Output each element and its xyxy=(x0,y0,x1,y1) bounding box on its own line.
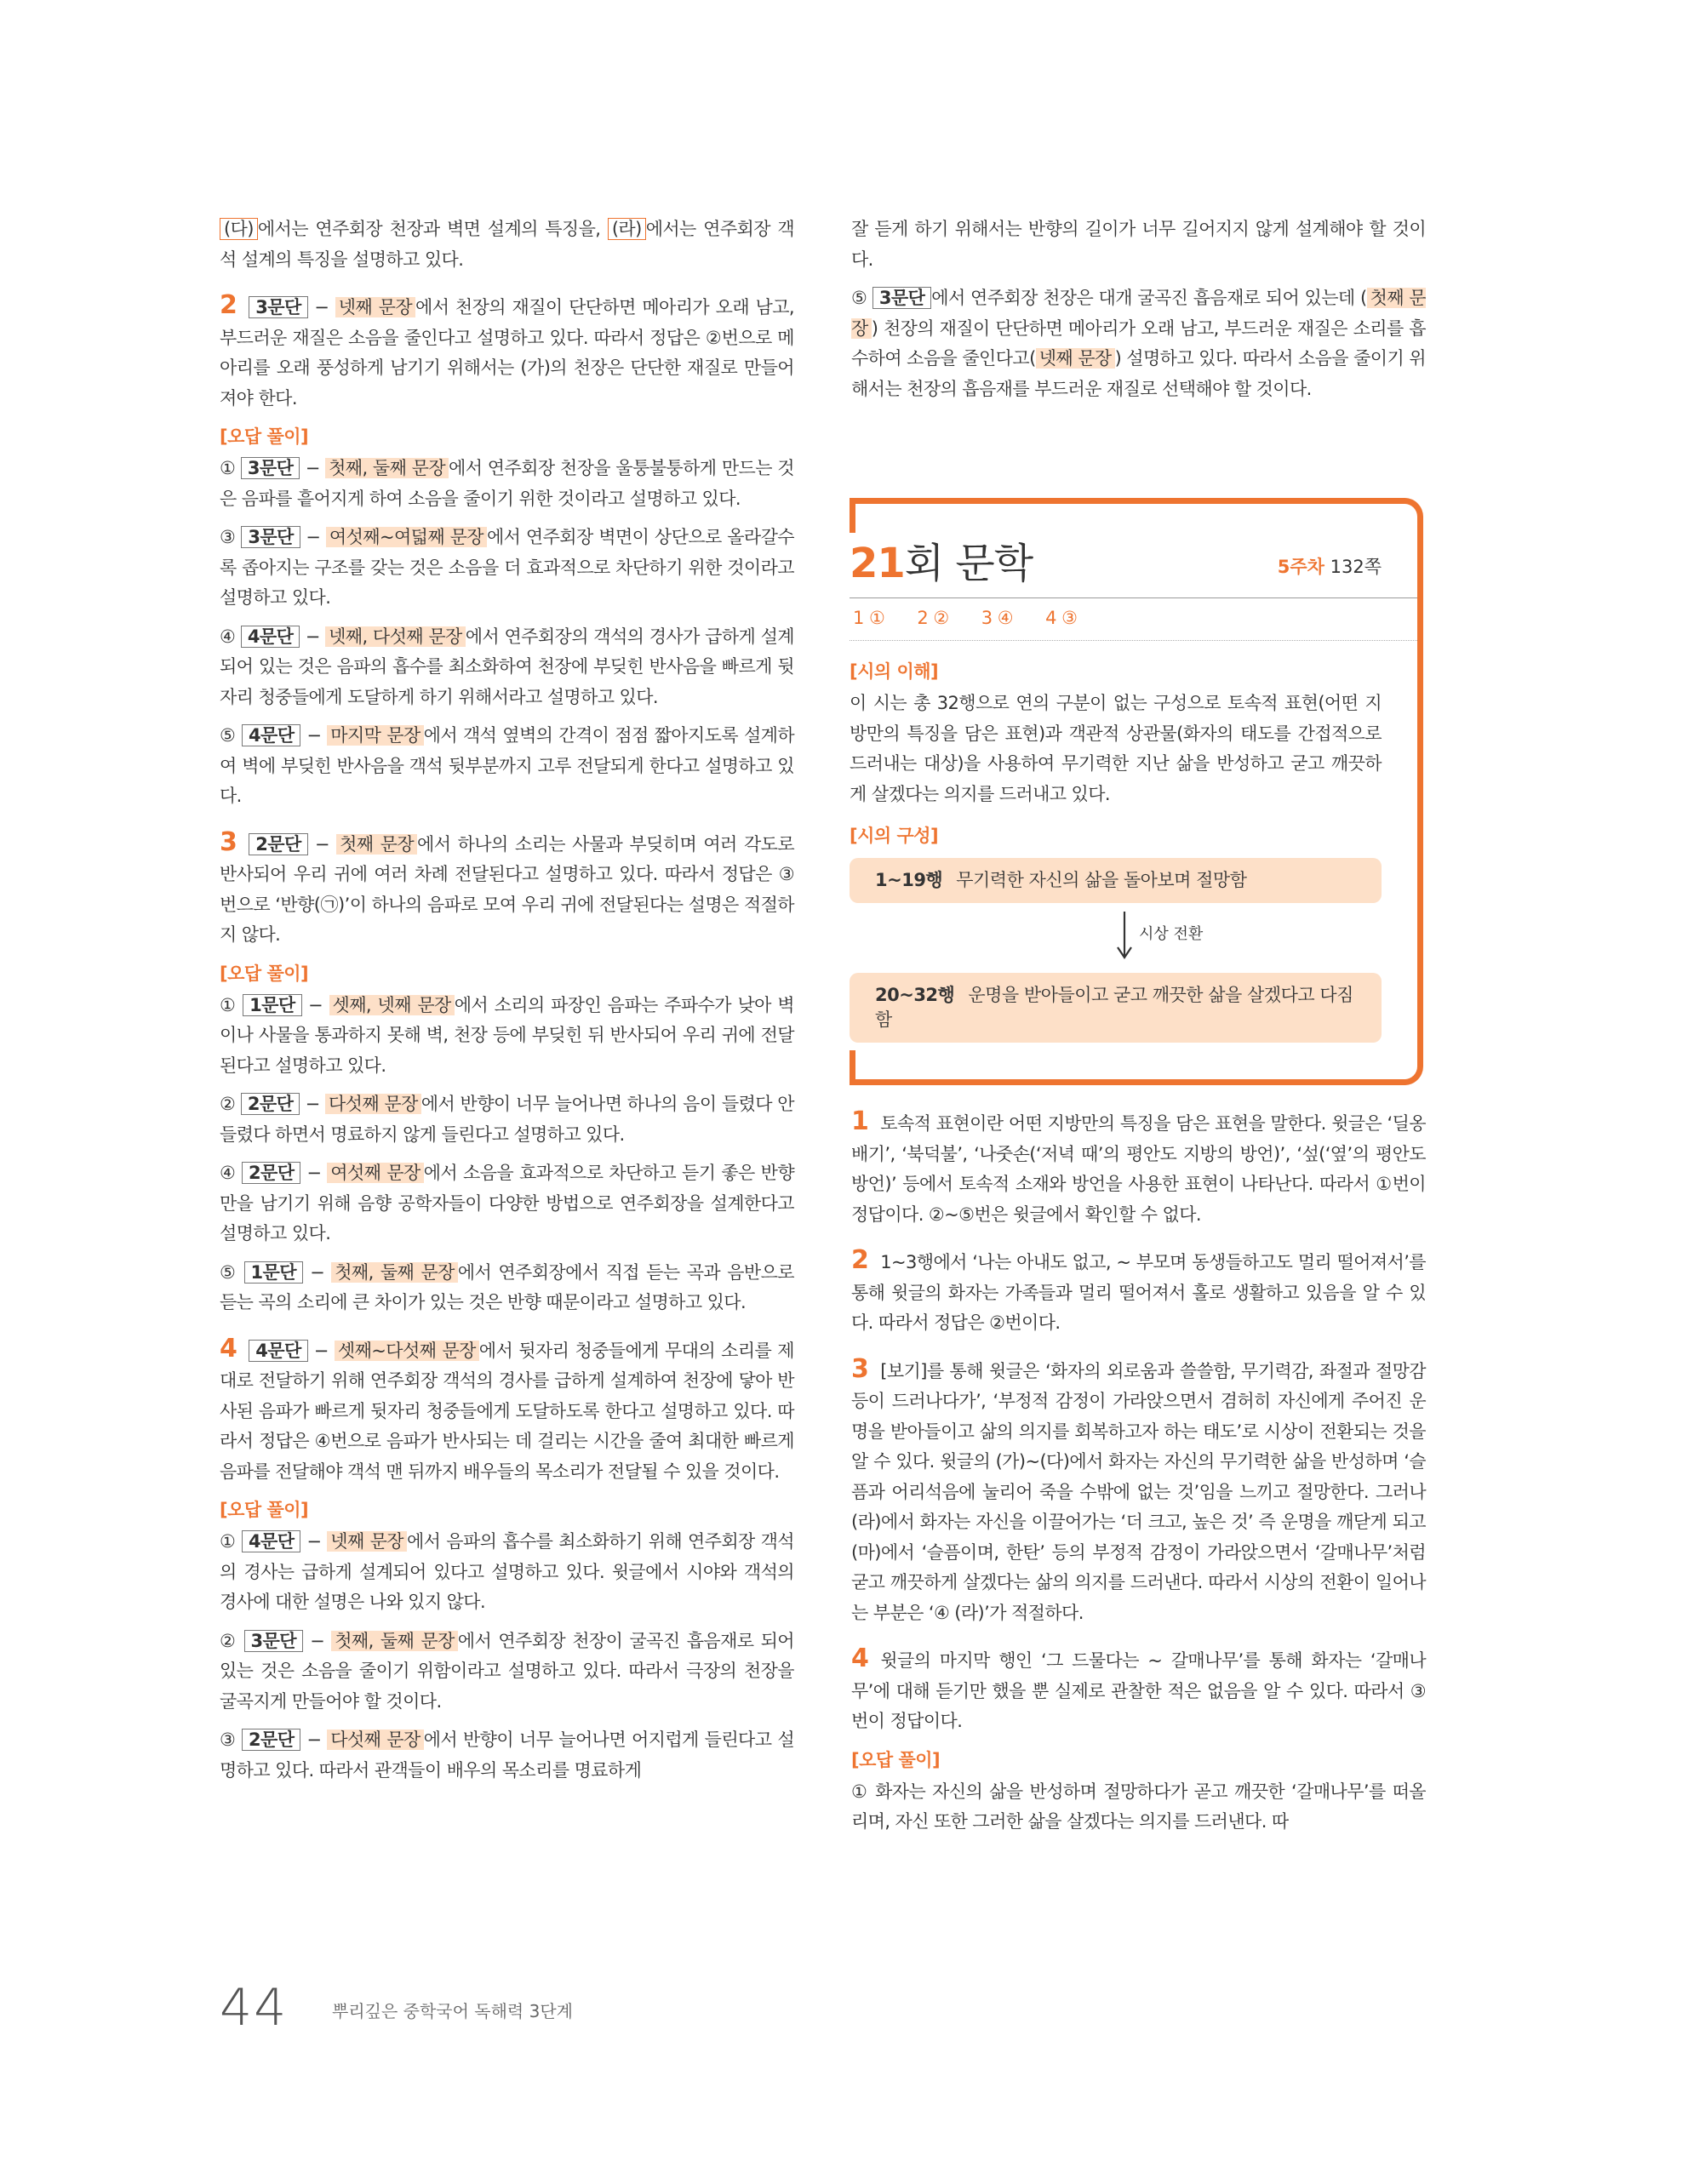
text-run: − xyxy=(300,458,326,478)
paragraph-ref-box: 4문단 xyxy=(242,1530,300,1552)
text-run: ① 화자는 자신의 삶을 반성하며 절망하다가 곧고 깨끗한 ‘갈매나무’를 떠올리며, 자신 또한 그러한 삶을 살겠다는 의지를 드러낸다. 따 xyxy=(851,1781,1426,1832)
paragraph-ref-box: 3문단 xyxy=(241,526,300,548)
explanation-paragraph xyxy=(851,1777,1426,1838)
card-title xyxy=(850,538,1033,589)
paragraph-ref-box: 1문단 xyxy=(244,1261,303,1284)
page-number: 44 xyxy=(220,1978,289,2038)
text-run: − xyxy=(300,1094,325,1114)
sentence-highlight: 첫째 문장 xyxy=(851,288,1426,339)
week-page-ref xyxy=(1278,553,1382,579)
question-number: 1 xyxy=(851,1106,869,1136)
explanation-paragraph xyxy=(851,1354,1426,1629)
wrong-answer-heading: [오답 풀이] xyxy=(220,963,309,984)
sentence-highlight: 첫째, 둘째 문장 xyxy=(331,1631,458,1651)
text-run: ② xyxy=(220,1630,244,1651)
section-ref-box: (다) xyxy=(220,218,258,240)
text-run: 에서는 연주회장 객석 설계의 특징을 설명하고 있다. xyxy=(220,219,795,270)
book-title: 뿌리깊은 중학국어 독해력 3단계 xyxy=(332,2001,573,2021)
paragraph-ref-box: 4문단 xyxy=(249,1340,307,1362)
explanation-paragraph xyxy=(220,1258,794,1318)
question-number: 2 xyxy=(220,290,237,320)
question-number: 4 xyxy=(851,1644,869,1673)
text-run: 에서 천장의 재질이 단단하면 메아리가 오래 남고, 부드러운 재질은 소음을 줄인다고 설명하고 있다. 따라서 정답은 ②번으로 메아리를 오래 풍성하게 남기기 위해서는 (가)의 천장은 단단한 재질로 만들어져야 한다. xyxy=(220,297,794,409)
explanation-paragraph xyxy=(851,1245,1426,1339)
paragraph-ref-box: 2문단 xyxy=(242,1162,300,1184)
sentence-highlight: 셋째~다섯째 문장 xyxy=(335,1341,479,1361)
sentence-highlight: 다섯째 문장 xyxy=(327,1729,423,1750)
explanation-paragraph xyxy=(220,991,794,1082)
page-ref: 132쪽 xyxy=(1330,557,1382,577)
text-run: − xyxy=(300,725,328,746)
text-run: 에서 연주회장 벽면이 상단으로 올라갈수록 좁아지는 구조를 갖는 것은 소음을 더 효과적으로 차단하기 위한 것이라고 설명하고 있다. xyxy=(220,527,794,608)
text-run: − xyxy=(307,833,337,855)
answer-1: 1 ① xyxy=(853,608,885,628)
text-run: 윗글의 마지막 행인 ‘그 드물다는 ~ 갈매나무’를 통해 화자는 ‘갈매나무’에 대해 듣기만 했을 뿐 실제로 관찰한 적은 없음을 알 수 있다. 따라서 ③번이 정답이다. xyxy=(851,1650,1426,1731)
stage-1-lines: 1~19행 xyxy=(875,870,943,890)
explanation-paragraph xyxy=(220,454,794,514)
text-run: − xyxy=(300,1531,328,1552)
answer-4: 4 ③ xyxy=(1045,608,1078,628)
right-top-text xyxy=(851,214,1426,404)
sentence-highlight: 넷째 문장 xyxy=(335,297,415,317)
explanation-paragraph xyxy=(220,1725,794,1786)
text-run: − xyxy=(300,1163,328,1183)
text-run: 에서 반향이 너무 늘어나면 어지럽게 들린다고 설명하고 있다. 따라서 관객들이 배우의 목소리를 명료하게 xyxy=(220,1729,794,1781)
sentence-highlight: 다섯째 문장 xyxy=(325,1094,421,1114)
wrong-answer-heading: [오답 풀이] xyxy=(220,426,309,447)
text-run: 에서 소음을 효과적으로 차단하고 듣기 좋은 반향만을 남기기 위해 음향 공학자들이 다양한 방법으로 연주회장을 설계한다고 설명하고 있다. xyxy=(220,1163,794,1244)
explanation-paragraph xyxy=(220,214,794,275)
answer-2: 2 ② xyxy=(917,608,949,628)
arrow-down-icon xyxy=(1115,912,1134,959)
lesson-number: 21 xyxy=(850,540,905,587)
paragraph-ref-box: 2문단 xyxy=(242,1729,300,1751)
sentence-highlight: 셋째, 넷째 문장 xyxy=(329,995,455,1015)
sentence-highlight: 넷째 문장 xyxy=(1036,348,1115,369)
text-run: ⑤ xyxy=(220,1261,244,1283)
explanation-paragraph xyxy=(220,523,794,614)
text-run: 에서 뒷자리 청중들에게 무대의 소리를 제대로 전달하기 위해 연주회장 객석의 경사를 급하게 설계하여 천장에 닿아 반사된 음파가 빠르게 뒷자리 청중들에게 도달하도록 한다고 설명하고 있다. 따라서 정답은 ④번으로 음파가 반사되는 데 걸리는 시간을 줄여 최대한 빠르게 음파를 전달해야 객석 맨 뒤까지 배우들의 목소리가 전달될 수 있을 것이다. xyxy=(220,1340,794,1482)
stage-2-lines: 20~32행 xyxy=(875,985,955,1005)
text-run: − xyxy=(301,994,329,1015)
paragraph-ref-box: 4문단 xyxy=(241,626,300,648)
text-run: 1~3행에서 ‘나는 아내도 없고, ~ 부모며 동생들하고도 멀리 떨어져서’를 통해 윗글의 화자는 가족들과 멀리 떨어져서 홀로 생활하고 있음을 알 수 있다. 따라서 정답은 ②번이다. xyxy=(851,1252,1426,1333)
text-run: 에서 연주회장에서 직접 듣는 곡과 음반으로 듣는 곡의 소리에 큰 차이가 있는 것은 반향 때문이라고 설명하고 있다. xyxy=(220,1261,794,1312)
section-ref-box: (라) xyxy=(608,218,646,240)
explanation-paragraph xyxy=(851,1106,1426,1230)
left-column xyxy=(220,214,794,1794)
text-run: − xyxy=(307,1340,335,1361)
text-run: ) 설명하고 있다. 따라서 소음을 줄이기 위해서는 천장의 흡음재를 부드러운 재질로 선택해야 할 것이다. xyxy=(851,348,1426,399)
explanation-paragraph xyxy=(220,622,794,713)
sentence-highlight: 넷째, 다섯째 문장 xyxy=(325,626,466,647)
sentence-highlight: 여섯째~여덟째 문장 xyxy=(326,527,487,547)
explanation-paragraph xyxy=(220,1334,794,1488)
sentence-highlight: 첫째, 둘째 문장 xyxy=(331,1262,458,1283)
wrong-answer-heading: [오답 풀이] xyxy=(220,1500,309,1520)
paragraph-ref-box: 3문단 xyxy=(244,1630,303,1652)
paragraph-ref-box: 1문단 xyxy=(243,994,301,1016)
transition-label: 시상 전환 xyxy=(1139,925,1204,943)
explanation-paragraph xyxy=(220,290,794,414)
text-run: ① xyxy=(220,994,243,1015)
question-number: 4 xyxy=(220,1333,237,1364)
text-run: ⑤ xyxy=(851,288,872,308)
text-run: ② xyxy=(220,1094,241,1114)
sentence-highlight: 여섯째 문장 xyxy=(327,1163,423,1183)
text-run: ⑤ xyxy=(220,725,243,746)
wrong-answer-heading: [오답 풀이] xyxy=(851,1749,941,1770)
text-run: 잘 듣게 하기 위해서는 반향의 길이가 너무 길어지지 않게 설계해야 할 것이다. xyxy=(851,219,1426,270)
sentence-highlight: 첫째 문장 xyxy=(336,834,417,855)
sentence-highlight: 첫째, 둘째 문장 xyxy=(325,458,449,478)
paragraph-ref-box: 2문단 xyxy=(241,1093,300,1115)
text-run: 에서 소리의 파장인 음파는 주파수가 낮아 벽이나 사물을 통과하지 못해 벽, 천장 등에 부딪힌 뒤 반사되어 우리 귀에 전달된다고 설명하고 있다. xyxy=(220,994,794,1076)
explanation-paragraph xyxy=(851,283,1426,404)
structure-transition xyxy=(850,903,1382,973)
text-run: 에서 음파의 흡수를 최소화하기 위해 연주회장 객석의 경사는 급하게 설계되어 있다고 설명하고 있다. 윗글에서 시야와 객석의 경사에 대한 설명은 나와 있지 않다. xyxy=(220,1531,794,1612)
text-run: − xyxy=(300,626,326,647)
text-run: 에서 연주회장 천장이 굴곡진 흡음재로 되어 있는 것은 소음을 줄이기 위함이라고 설명하고 있다. 따라서 극장의 천장을 굴곡지게 만들어야 할 것이다. xyxy=(220,1630,794,1712)
text-run: 에서 연주회장 천장을 울퉁불퉁하게 만드는 것은 음파를 흩어지게 하여 소음을 줄이기 위한 것이라고 설명하고 있다. xyxy=(220,458,794,509)
paragraph-ref-box: 3문단 xyxy=(241,457,300,479)
card-body xyxy=(850,655,1382,1043)
explanation-paragraph xyxy=(220,721,794,812)
text-run: 에서 연주회장의 객석의 경사가 급하게 설계되어 있는 것은 음파의 흡수를 최소화하여 천장에 부딪힌 반사음을 빠르게 뒷자리 청중들에게 도달하게 하기 위해서라고 설명하고 있다. xyxy=(220,626,794,707)
poem-understanding-heading: [시의 이해] xyxy=(850,661,939,682)
text-run: ① xyxy=(220,1531,243,1552)
text-run: 에서 객석 옆벽의 간격이 점점 짧아지도록 설계하여 벽에 부딪힌 반사음을 객석 뒷부분까지 고루 전달되게 한다고 설명하고 있다. xyxy=(220,725,794,806)
question-number: 2 xyxy=(851,1245,869,1275)
stage-1-text: 무기력한 자신의 삶을 돌아보며 절망함 xyxy=(956,870,1247,890)
text-run: ④ xyxy=(220,626,241,647)
structure-stage-2 xyxy=(850,973,1382,1043)
poem-structure-heading: [시의 구성] xyxy=(850,826,939,846)
card-frame-stub xyxy=(850,1050,855,1079)
card-frame-stub xyxy=(850,504,855,533)
text-run: 에서는 연주회장 천장과 벽면 설계의 특징을, xyxy=(257,219,608,239)
explanation-paragraph xyxy=(220,1627,794,1718)
sentence-highlight: 마지막 문장 xyxy=(327,725,423,746)
paragraph-ref-box: 2문단 xyxy=(249,833,307,855)
explanation-paragraph xyxy=(220,827,794,951)
explanation-paragraph xyxy=(851,214,1426,275)
text-run: [보기]를 통해 윗글은 ‘화자의 외로움과 쓸쓸함, 무기력감, 좌절과 절망감 등이 드러나다가’, ‘부정적 감정이 가라앉으면서 겸허히 자신에게 주어진 운명을 받아들이고 삶의 의지를 회복하고자 하는 태도’로 시상이 전환되는 것을 알 수 있다. 윗글의 (가)~(다)에서 화자는 자신의 무기력한 삶을 반성하며 ‘슬픔과 어리석음에 눌리어 죽을 수밖에 없는 것’임을 느끼고 절망한다. 그러나 (라)에서 화자는 자신을 이끌어가는 ‘더 크고, 높은 것’ 즉 운명을 깨닫게 되고 (마)에서 ‘슬픔이며, 한탄’ 등의 부정적 감정이 가라앉으면서 ‘갈매나무’처럼 굳고 깨끗하게 살겠다는 삶의 의지를 드러낸다. 따라서 시상의 전환이 일어나는 부분은 ‘④ (라)’가 적절하다. xyxy=(851,1360,1426,1623)
text-run: − xyxy=(302,1261,332,1283)
text-run: 에서 연주회장 천장은 대개 굴곡진 흡음재로 되어 있는데 ( xyxy=(931,288,1367,308)
answer-3: 3 ④ xyxy=(981,608,1014,628)
explanation-paragraph xyxy=(851,1644,1426,1737)
explanation-paragraph xyxy=(220,1089,794,1150)
stage-2-text: 운명을 받아들이고 굳고 깨끗한 삶을 살겠다고 다짐함 xyxy=(875,985,1353,1030)
explanation-paragraph xyxy=(220,1158,794,1249)
text-run: 에서 하나의 소리는 사물과 부딪히며 여러 각도로 반사되어 우리 귀에 여러 차례 전달된다고 설명하고 있다. 따라서 정답은 ③번으로 ‘반향(㉠)’이 하나의 음파로 모여 우리 귀에 전달된다는 설명은 적절하지 않다. xyxy=(220,833,794,945)
right-column xyxy=(851,214,1426,413)
lesson-summary-card xyxy=(850,498,1423,1085)
text-run: − xyxy=(302,1630,332,1651)
question-number: 3 xyxy=(220,826,237,857)
right-bottom-text xyxy=(851,1106,1426,1846)
text-run: ① xyxy=(220,458,241,478)
sentence-highlight: 넷째 문장 xyxy=(327,1531,407,1552)
text-run: ③ xyxy=(220,1729,243,1750)
poem-understanding-text: 이 시는 총 32행으로 연의 구분이 없는 구성으로 토속적 표현(어떤 지방만의 특징을 담은 표현)과 객관적 상관물(화자의 태도를 간접적으로 드러내는 대상)을 사용하여 무기력한 지난 삶을 반성하고 굳고 깨끗하게 살겠다는 의지를 드러내고 있다. xyxy=(850,693,1382,804)
text-run: 토속적 표현이란 어떤 지방만의 특징을 담은 표현을 말한다. 윗글은 ‘딜옹배기’, ‘북덕불’, ‘나줏손(‘저녁 때’의 평안도 지방의 방언)’, ‘섶(‘옆’의 평안도 방언)’ 등에서 토속적 소재와 방언을 사용한 표현이 나타난다. 따라서 ①번이 정답이다. ②~⑤번은 윗글에서 확인할 수 없다. xyxy=(851,1113,1426,1225)
lesson-subject: 회 문학 xyxy=(904,540,1033,587)
text-run: − xyxy=(307,297,335,317)
question-number: 3 xyxy=(851,1353,869,1384)
paragraph-ref-box: 3문단 xyxy=(872,287,931,309)
text-run: 에서 반향이 너무 늘어나면 하나의 음이 들렸다 안 들렸다 하면서 명료하지 않게 들린다고 설명하고 있다. xyxy=(220,1094,794,1145)
explanation-paragraph xyxy=(220,1527,794,1618)
text-run: − xyxy=(300,1729,328,1750)
text-run: ④ xyxy=(220,1163,243,1183)
paragraph-ref-box: 4문단 xyxy=(242,724,300,746)
text-run: ) 천장의 재질이 단단하면 메아리가 오래 남고, 부드러운 재질은 소리를 흡수하여 소음을 줄인다고( xyxy=(851,317,1426,369)
card-divider-dotted xyxy=(850,640,1417,641)
week-label: 5주차 xyxy=(1277,557,1324,577)
text-run: − xyxy=(300,527,326,547)
structure-stage-1 xyxy=(850,858,1382,903)
card-divider xyxy=(850,597,1417,598)
text-run: ③ xyxy=(220,527,242,547)
answer-key xyxy=(853,603,1110,633)
paragraph-ref-box: 3문단 xyxy=(249,296,307,318)
